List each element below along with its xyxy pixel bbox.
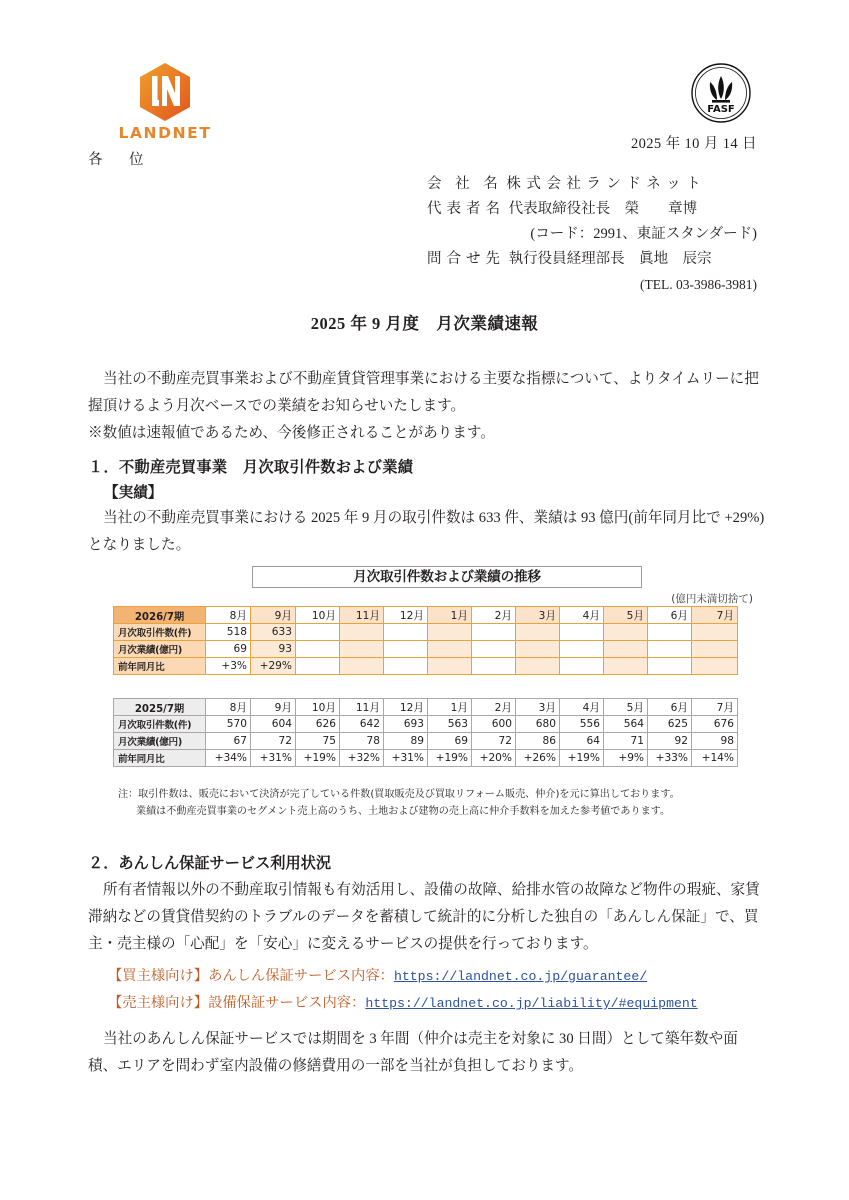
section-2-outro — [88, 1026, 766, 1080]
table-cell: +3% — [206, 658, 251, 675]
month-header: 8月 — [206, 699, 251, 716]
month-header: 1月 — [428, 607, 472, 624]
seller-liability-link[interactable]: https://landnet.co.jp/liability/#equipment — [365, 996, 698, 1011]
monthly-table-2026 — [113, 606, 738, 675]
table-cell: +9% — [604, 750, 648, 767]
representative-value: 代表取締役社長 榮 章博 — [508, 201, 698, 217]
table-header-row — [114, 699, 738, 716]
section-2-heading: ２．あんしん保証サービス利用状況 — [88, 855, 331, 872]
company-info-block — [427, 172, 757, 297]
table-cell: 86 — [516, 733, 560, 750]
table-cell: +19% — [560, 750, 604, 767]
table-cell: +33% — [648, 750, 692, 767]
table-cell — [604, 624, 648, 641]
company-name-value: 株式会社ランドネット — [506, 176, 707, 192]
table-cell — [648, 641, 692, 658]
table-cell — [296, 641, 340, 658]
month-header: 9月 — [251, 607, 296, 624]
table-cell: 98 — [692, 733, 738, 750]
table-cell — [340, 624, 384, 641]
table-cell — [296, 624, 340, 641]
row-label: 月次業績(億円) — [114, 733, 206, 750]
table-cell — [472, 658, 516, 675]
section-1-subheading: 【実績】 — [104, 485, 163, 501]
table-cell: 72 — [251, 733, 296, 750]
stock-code-line: (コード：2991、東証スタンダード) — [530, 226, 757, 242]
table-a-body — [114, 607, 738, 675]
unit-note: (億円未満切捨て) — [671, 593, 753, 605]
table-row — [114, 750, 738, 767]
buyer-guarantee-link[interactable]: https://landnet.co.jp/guarantee/ — [393, 969, 648, 984]
telephone-line: (TEL. 03-3986-3981) — [640, 277, 757, 292]
table-cell — [384, 624, 428, 641]
month-header: 6月 — [648, 699, 692, 716]
month-header: 5月 — [604, 699, 648, 716]
month-header: 10月 — [296, 607, 340, 624]
table-cell — [340, 641, 384, 658]
table-cell: 600 — [472, 716, 516, 733]
table-cell: +20% — [472, 750, 516, 767]
table-cell — [472, 641, 516, 658]
contact-value: 執行役員経理部長 眞地 辰宗 — [508, 251, 712, 267]
table-cell: 556 — [560, 716, 604, 733]
month-header: 9月 — [251, 699, 296, 716]
table-header-row — [114, 607, 738, 624]
table-cell — [296, 658, 340, 675]
table-row — [114, 624, 738, 641]
month-header: 5月 — [604, 607, 648, 624]
table-cell: 518 — [206, 624, 251, 641]
month-header: 12月 — [384, 699, 428, 716]
service-links — [108, 963, 698, 1017]
table-cell: +29% — [251, 658, 296, 675]
table-cell: 93 — [251, 641, 296, 658]
table-cell: 633 — [251, 624, 296, 641]
contact-row — [427, 247, 757, 272]
row-label: 月次取引件数(件) — [114, 716, 206, 733]
section-2-body-text: 所有者情報以外の不動産取引情報も有効活用し、設備の故障、給排水管の故障など物件の瑕疵、家賃滞納などの賃貸借契約のトラブルのデータを蓄積して統計的に分析した独自の「あんしん保証」で、買主・売主様の「心配」を「安心」に変えるサービスの提供を行っております。 — [88, 882, 760, 952]
page-title: 2025 年 9 月度 月次業績速報 — [310, 314, 539, 333]
intro-line-1: 当社の不動産売買事業および不動産賃貸管理事業における主要な指標について、よりタイムリーに把握頂けるよう月次ベースでの業績をお知らせいたします。 — [88, 371, 759, 414]
table-cell: +26% — [516, 750, 560, 767]
month-header: 2月 — [472, 699, 516, 716]
month-header: 1月 — [428, 699, 472, 716]
buyer-link-label: 【買主様向け】あんしん保証サービス内容： — [108, 968, 394, 984]
section-1-body — [88, 505, 766, 559]
table-cell — [516, 624, 560, 641]
table-cell: 89 — [384, 733, 428, 750]
table-cell: +19% — [296, 750, 340, 767]
table-cell — [648, 658, 692, 675]
contact-label: 問合せ先 — [427, 251, 505, 267]
table-footnote-2: 業績は不動産売買事業のセグメント売上高のうち、土地および建物の売上高に仲介手数料を加えた参考値であります。 — [136, 806, 671, 817]
table-cell: 72 — [472, 733, 516, 750]
table-cell: +14% — [692, 750, 738, 767]
intro-paragraph — [88, 366, 764, 447]
period-label: 2026/7期 — [114, 607, 206, 624]
table-cell — [604, 658, 648, 675]
month-header: 10月 — [296, 699, 340, 716]
seller-link-row — [108, 990, 698, 1017]
month-header: 4月 — [560, 699, 604, 716]
table-cell: 676 — [692, 716, 738, 733]
table-cell — [472, 624, 516, 641]
table-cell: 69 — [428, 733, 472, 750]
month-header: 11月 — [340, 607, 384, 624]
month-header: 2月 — [472, 607, 516, 624]
table-cell: 71 — [604, 733, 648, 750]
table-cell — [428, 658, 472, 675]
table-cell — [560, 641, 604, 658]
table-cell: 626 — [296, 716, 340, 733]
table-cell — [428, 624, 472, 641]
month-header: 8月 — [206, 607, 251, 624]
table-cell: 64 — [560, 733, 604, 750]
table-b-body — [114, 699, 738, 767]
representative-label: 代表者名 — [427, 201, 505, 217]
month-header: 4月 — [560, 607, 604, 624]
table-cell: 69 — [206, 641, 251, 658]
issue-date: 2025 年 10 月 14 日 — [630, 136, 757, 152]
addressee: 各 位 — [88, 152, 150, 168]
row-label: 月次業績(億円) — [114, 641, 206, 658]
month-header: 7月 — [692, 607, 738, 624]
row-label: 月次取引件数(件) — [114, 624, 206, 641]
table-row — [114, 733, 738, 750]
section-2-outro-text: 当社のあんしん保証サービスでは期間を 3 年間（仲介は売主を対象に 30 日間）として築年数や面積、エリアを問わず室内設備の修繕費用の一部を当社が負担しております。 — [88, 1031, 738, 1074]
ln-hexagon-logo-icon — [138, 62, 192, 122]
row-label: 前年同月比 — [114, 658, 206, 675]
landnet-logo — [110, 62, 220, 142]
table-cell: +31% — [251, 750, 296, 767]
table-cell: 570 — [206, 716, 251, 733]
table-cell: +34% — [206, 750, 251, 767]
table-cell — [692, 624, 738, 641]
table-row — [114, 658, 738, 675]
section-2-body — [88, 877, 766, 958]
table-cell — [340, 658, 384, 675]
month-header: 6月 — [648, 607, 692, 624]
document-header — [0, 62, 849, 292]
table-cell: 625 — [648, 716, 692, 733]
table-cell — [516, 641, 560, 658]
table-cell: +19% — [428, 750, 472, 767]
table-row — [114, 716, 738, 733]
row-label: 前年同月比 — [114, 750, 206, 767]
fasf-seal-icon — [690, 62, 752, 124]
table-cell: 693 — [384, 716, 428, 733]
table-cell — [384, 641, 428, 658]
table-cell — [560, 658, 604, 675]
table-cell: 78 — [340, 733, 384, 750]
table-cell: +32% — [340, 750, 384, 767]
table-cell — [428, 641, 472, 658]
table-cell: +31% — [384, 750, 428, 767]
representative-row — [427, 197, 757, 222]
table-cell — [692, 641, 738, 658]
table-cell — [384, 658, 428, 675]
table-cell: 67 — [206, 733, 251, 750]
table-cell: 642 — [340, 716, 384, 733]
table-cell: 564 — [604, 716, 648, 733]
seller-link-label: 【売主様向け】設備保証サービス内容： — [108, 995, 366, 1011]
table-cell — [648, 624, 692, 641]
table-cell — [560, 624, 604, 641]
month-header: 3月 — [516, 607, 560, 624]
table-footnote-1: 注：取引件数は、販売において決済が完了している件数(買取販売及び買取リフォーム販売、仲介)を元に算出しております。 — [118, 789, 680, 800]
table-cell — [516, 658, 560, 675]
month-header: 12月 — [384, 607, 428, 624]
company-name-row — [427, 172, 757, 197]
table-cell: 680 — [516, 716, 560, 733]
buyer-link-row — [108, 963, 698, 990]
intro-line-2: ※数値は速報値であるため、今後修正されることがあります。 — [88, 425, 495, 441]
table-cell: 92 — [648, 733, 692, 750]
monthly-table-2025 — [113, 698, 738, 767]
table-row — [114, 641, 738, 658]
table-cell: 604 — [251, 716, 296, 733]
period-label: 2025/7期 — [114, 699, 206, 716]
month-header: 11月 — [340, 699, 384, 716]
company-name-label: 会 社 名 — [427, 176, 503, 192]
table-footnotes — [118, 786, 758, 820]
month-header: 7月 — [692, 699, 738, 716]
table-cell: 75 — [296, 733, 340, 750]
table-title-box: 月次取引件数および業績の推移 — [252, 566, 642, 588]
section-1-heading: １．不動産売買事業 月次取引件数および業績 — [88, 459, 414, 476]
section-1-body-text: 当社の不動産売買事業における 2025 年 9 月の取引件数は 633 件、業績は 93 億円(前年同月比で +29%) となりました。 — [88, 510, 765, 553]
table-cell — [692, 658, 738, 675]
table-cell: 563 — [428, 716, 472, 733]
svg-text:FASF: FASF — [707, 104, 735, 115]
table-cell — [604, 641, 648, 658]
month-header: 3月 — [516, 699, 560, 716]
logo-wordmark: LANDNET — [118, 124, 212, 142]
